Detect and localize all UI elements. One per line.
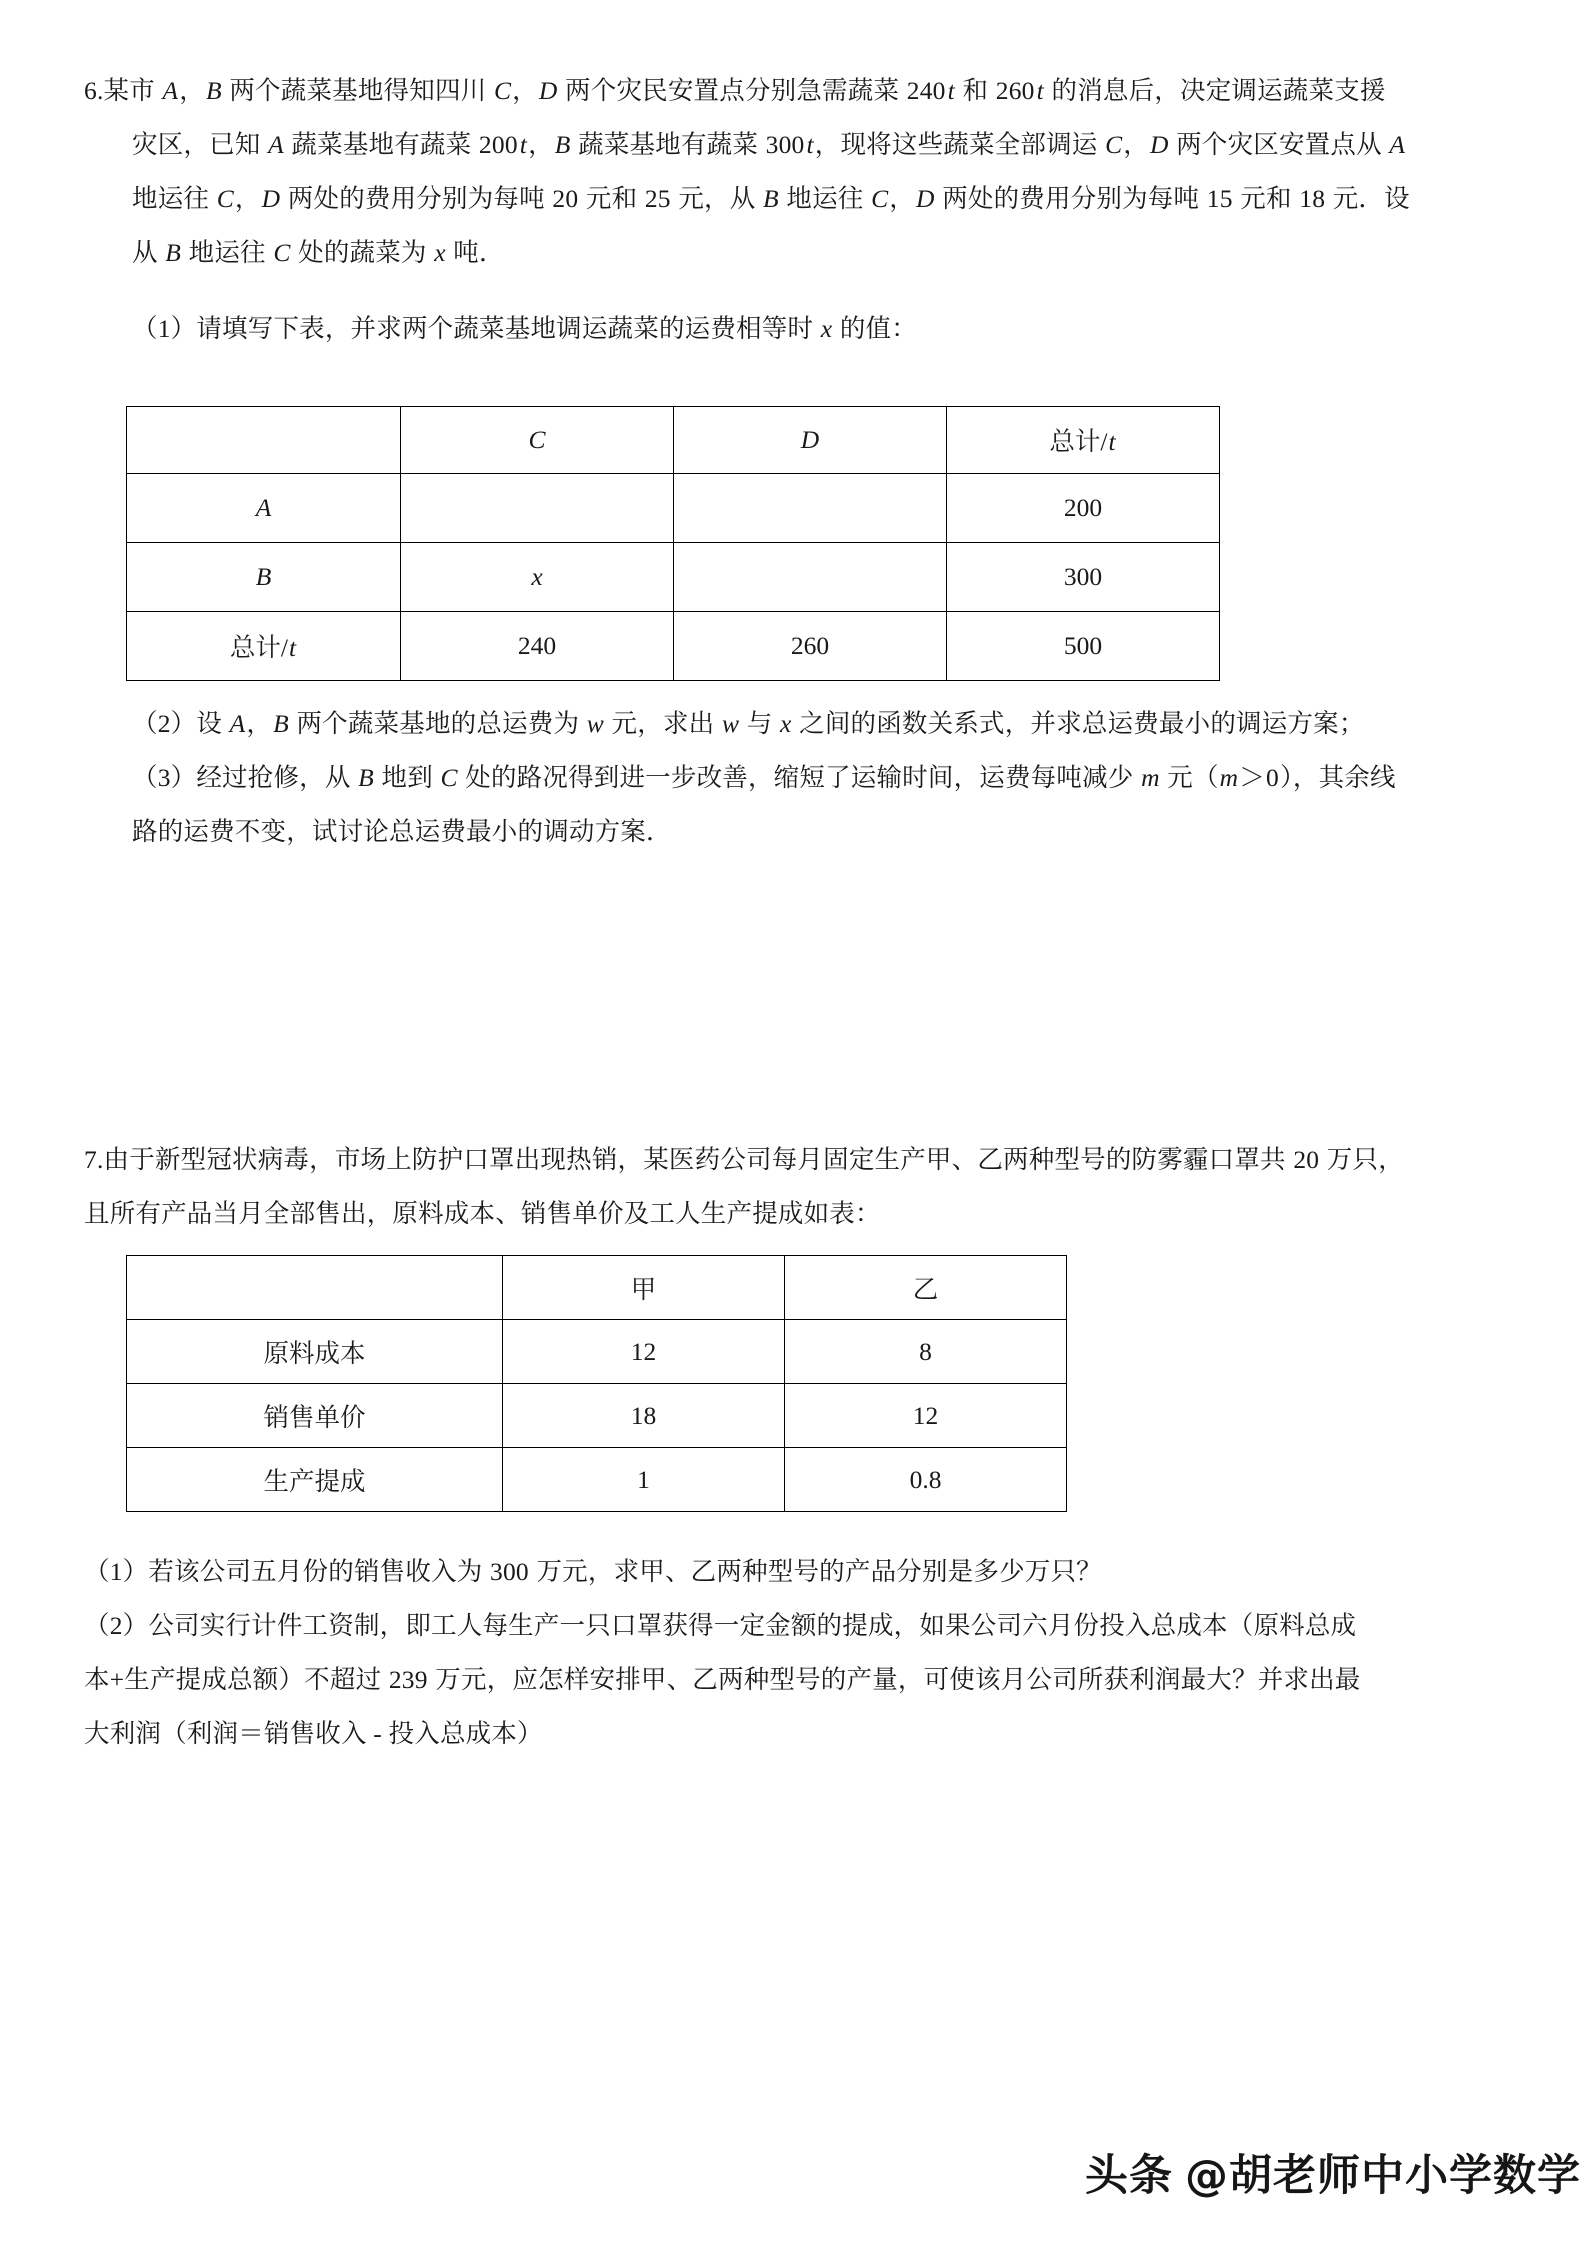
table2-cell-unit-price-jia: 18 [503, 1384, 785, 1448]
problem-7-part-2-line-2: 本+生产提成总额）不超过 239 万元，应怎样安排甲、乙两种型号的产量，可使该月公司所获利润最大？并求出最 [84, 1665, 1361, 1694]
table2-row-label-commission: 生产提成 [127, 1448, 503, 1512]
table-row [127, 1384, 1067, 1448]
table1-cell-total-total: 500 [947, 612, 1220, 681]
table2-header-jia: 甲 [503, 1256, 785, 1320]
table1-row-label-a: A [127, 474, 401, 543]
table2-row-label-unit-price: 销售单价 [127, 1384, 503, 1448]
platform-label: 头条 [1085, 2151, 1173, 2201]
table1-cell-a-d [674, 474, 947, 543]
mask-cost-table [126, 1255, 1067, 1512]
table2-header-corner [127, 1256, 503, 1320]
problem-7-parts [84, 1545, 1504, 1761]
table1-header-total: 总计/t [947, 407, 1220, 474]
table1-header-c: C [401, 407, 674, 474]
problem-7-part-2-line-3: 大利润（利润＝销售收入 - 投入总成本） [84, 1719, 543, 1748]
problem-6-part-1: （1）请填写下表，并求两个蔬菜基地调运蔬菜的运费相等时 x 的值： [132, 314, 917, 343]
problem-number-7: 7. [84, 1145, 104, 1174]
table2-row-label-material-cost: 原料成本 [127, 1320, 503, 1384]
table1-cell-total-c: 240 [401, 612, 674, 681]
table1-row-label-b: B [127, 543, 401, 612]
table-row [127, 543, 1220, 612]
table-row [127, 1320, 1067, 1384]
table2-cell-material-cost-yi: 8 [785, 1320, 1067, 1384]
table2-cell-commission-yi: 0.8 [785, 1448, 1067, 1512]
table1-cell-a-c [401, 474, 674, 543]
table1-cell-b-total: 300 [947, 543, 1220, 612]
problem-6 [84, 64, 1504, 356]
table1-cell-a-total: 200 [947, 474, 1220, 543]
problem-6-stem-line-3: 地运往 C，D 两处的费用分别为每吨 20 元和 25 元，从 B 地运往 C，D 两处的费用分别为每吨 15 元和 18 元．设 [132, 184, 1410, 213]
table1-header-d: D [674, 407, 947, 474]
problem-6-stem-line-2: 灾区，已知 A 蔬菜基地有蔬菜 200t，B 蔬菜基地有蔬菜 300t，现将这些蔬菜全部调运 C，D 两个灾区安置点从 A [132, 130, 1406, 159]
table1-header-corner [127, 407, 401, 474]
problem-6-stem-line-4: 从 B 地运往 C 处的蔬菜为 x 吨． [132, 238, 505, 267]
problem-6-remaining-parts [84, 697, 1504, 859]
table-row-header [127, 407, 1220, 474]
problem-7-stem-line-1: 7.由于新型冠状病毒，市场上防护口罩出现热销，某医药公司每月固定生产甲、乙两种型号的防雾霾口罩共 20 万只， [84, 1145, 1404, 1174]
problem-7-part-2-line-1: （2）公司实行计件工资制，即工人每生产一只口罩获得一定金额的提成，如果公司六月份投入总成本（原料总成 [84, 1611, 1357, 1640]
transport-plan-table [126, 406, 1220, 681]
problem-number-6: 6. [84, 76, 104, 105]
problem-6-part-3-line-2: 路的运费不变，试讨论总运费最小的调动方案． [132, 817, 672, 846]
table-row [127, 1448, 1067, 1512]
problem-6-part-3-line-1: （3）经过抢修，从 B 地到 C 处的路况得到进一步改善，缩短了运输时间，运费每吨减少 m 元（m＞0），其余线 [132, 763, 1396, 792]
table-row [127, 474, 1220, 543]
table2-cell-material-cost-jia: 12 [503, 1320, 785, 1384]
table2-cell-commission-jia: 1 [503, 1448, 785, 1512]
table1-cell-b-c: x [401, 543, 674, 612]
problem-6-part-2: （2）设 A，B 两个蔬菜基地的总运费为 w 元，求出 w 与 x 之间的函数关系式，并求总运费最小的调运方案； [132, 709, 1365, 738]
table-row [127, 612, 1220, 681]
problem-7-stem-line-2: 且所有产品当月全部售出，原料成本、销售单价及工人生产提成如表： [84, 1199, 881, 1228]
problem-6-stem-line-1: 6.某市 A，B 两个蔬菜基地得知四川 C，D 两个灾民安置点分别急需蔬菜 240t 和 260t 的消息后，决定调运蔬菜支援 [84, 76, 1386, 105]
footer-watermark [1085, 2142, 1581, 2203]
table1-cell-b-d [674, 543, 947, 612]
table-row-header [127, 1256, 1067, 1320]
table1-cell-total-d: 260 [674, 612, 947, 681]
problem-7 [84, 1133, 1504, 1241]
author-handle: @胡老师中小学数学 [1185, 2151, 1581, 2201]
table2-header-yi: 乙 [785, 1256, 1067, 1320]
problem-7-part-1: （1）若该公司五月份的销售收入为 300 万元，求甲、乙两种型号的产品分别是多少万只？ [84, 1557, 1102, 1586]
table1-row-label-total: 总计/t [127, 612, 401, 681]
table2-cell-unit-price-yi: 12 [785, 1384, 1067, 1448]
